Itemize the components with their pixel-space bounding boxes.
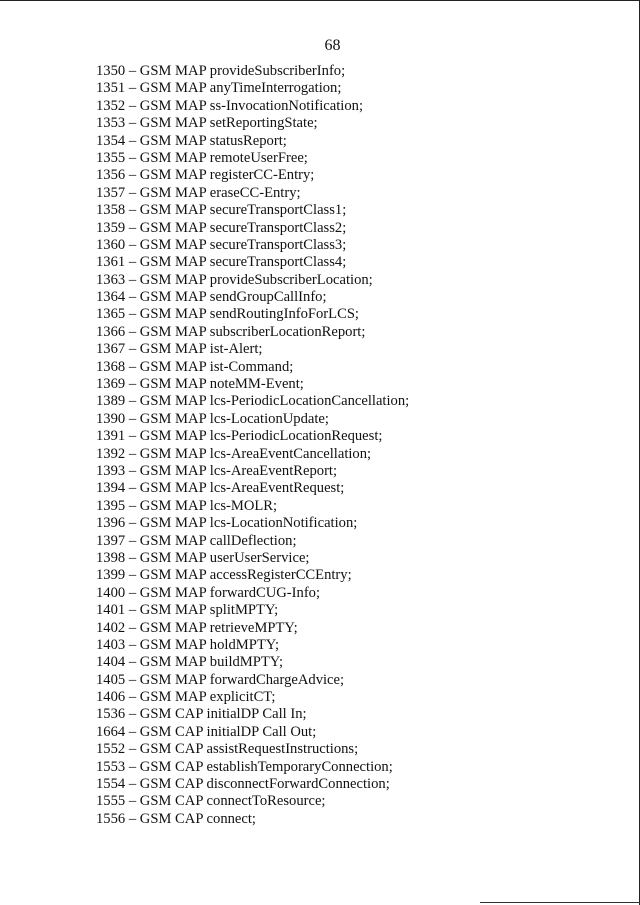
list-item: 1360 – GSM MAP secureTransportClass3;: [96, 236, 347, 253]
list-item: 1358 – GSM MAP secureTransportClass1;: [96, 202, 347, 219]
list-item: 1405 – GSM MAP forwardChargeAdvice;: [96, 671, 345, 688]
page-number: 68: [324, 37, 341, 54]
list-item: 1555 – GSM CAP connectToResource;: [96, 793, 326, 810]
list-item: 1365 – GSM MAP sendRoutingInfoForLCS;: [96, 306, 359, 323]
list-item: 1356 – GSM MAP registerCC-Entry;: [96, 167, 315, 184]
list-item: 1399 – GSM MAP accessRegisterCCEntry;: [96, 567, 352, 584]
list-item: 1403 – GSM MAP holdMPTY;: [96, 636, 280, 653]
list-item: 1400 – GSM MAP forwardCUG-Info;: [96, 584, 321, 601]
list-item: 1393 – GSM MAP lcs-AreaEventReport;: [96, 462, 338, 479]
list-item: 1536 – GSM CAP initialDP Call In;: [96, 706, 307, 723]
list-item: 1368 – GSM MAP ist-Command;: [96, 358, 294, 375]
list-item: 1394 – GSM MAP lcs-AreaEventRequest;: [96, 480, 345, 497]
list-item: 1369 – GSM MAP noteMM-Event;: [96, 376, 304, 393]
operation-code-list: [96, 63, 409, 828]
list-item: 1556 – GSM CAP connect;: [96, 810, 256, 827]
list-item: 1389 – GSM MAP lcs-PeriodicLocationCancellation;: [96, 393, 410, 410]
list-item: 1392 – GSM MAP lcs-AreaEventCancellation;: [96, 445, 372, 462]
list-item: 1355 – GSM MAP remoteUserFree;: [96, 149, 308, 166]
list-item: 1396 – GSM MAP lcs-LocationNotification;: [96, 515, 358, 532]
list-item: 1353 – GSM MAP setReportingState;: [96, 115, 318, 132]
list-item: 1401 – GSM MAP splitMPTY;: [96, 602, 279, 619]
list-item: 1406 – GSM MAP explicitCT;: [96, 689, 276, 706]
list-item: 1351 – GSM MAP anyTimeInterrogation;: [96, 80, 342, 97]
list-item: 1395 – GSM MAP lcs-MOLR;: [96, 497, 278, 514]
list-item: 1357 – GSM MAP eraseCC-Entry;: [96, 184, 301, 201]
list-item: 1398 – GSM MAP userUserService;: [96, 549, 310, 566]
list-item: 1402 – GSM MAP retrieveMPTY;: [96, 619, 298, 636]
list-item: 1664 – GSM CAP initialDP Call Out;: [96, 723, 317, 740]
list-item: 1363 – GSM MAP provideSubscriberLocation;: [96, 271, 373, 288]
list-item: 1390 – GSM MAP lcs-LocationUpdate;: [96, 410, 329, 427]
list-item: 1404 – GSM MAP buildMPTY;: [96, 654, 284, 671]
page-top-edge: [0, 0, 640, 1]
list-item: 1367 – GSM MAP ist-Alert;: [96, 341, 263, 358]
list-item: 1391 – GSM MAP lcs-PeriodicLocationRequest;: [96, 428, 383, 445]
list-item: 1553 – GSM CAP establishTemporaryConnection;: [96, 758, 393, 775]
list-item: 1352 – GSM MAP ss-InvocationNotification;: [96, 97, 363, 114]
list-item: 1366 – GSM MAP subscriberLocationReport;: [96, 323, 366, 340]
list-item: 1359 – GSM MAP secureTransportClass2;: [96, 219, 347, 236]
list-item: 1554 – GSM CAP disconnectForwardConnection;: [96, 776, 390, 793]
list-item: 1361 – GSM MAP secureTransportClass4;: [96, 254, 347, 271]
list-item: 1364 – GSM MAP sendGroupCallInfo;: [96, 289, 327, 306]
page-bottom-edge: [480, 902, 640, 903]
list-item: 1350 – GSM MAP provideSubscriberInfo;: [96, 63, 346, 79]
list-item: 1354 – GSM MAP statusReport;: [96, 132, 287, 149]
list-item: 1397 – GSM MAP callDeflection;: [96, 532, 297, 549]
list-item: 1552 – GSM CAP assistRequestInstructions;: [96, 741, 359, 758]
